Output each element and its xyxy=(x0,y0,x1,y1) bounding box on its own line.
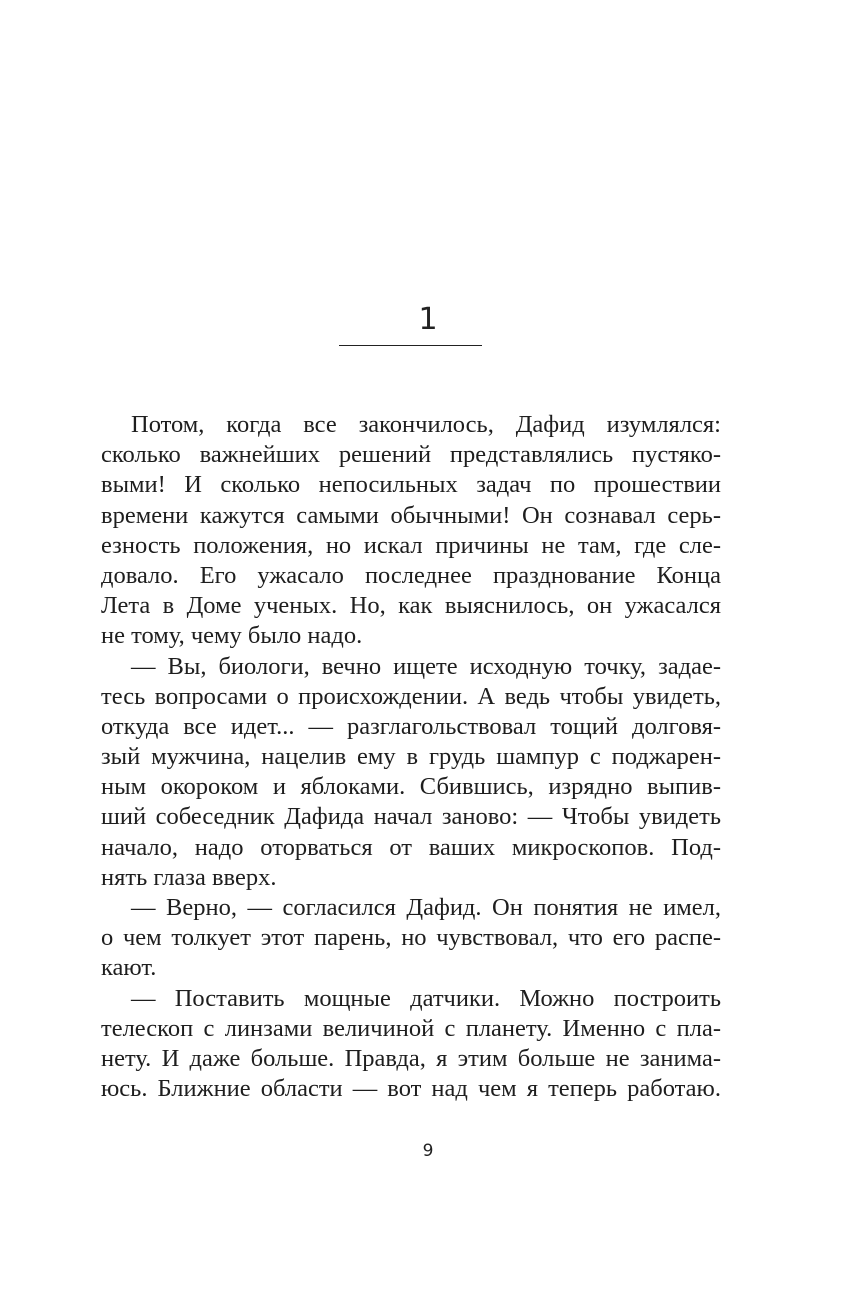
paragraph xyxy=(101,410,721,652)
paragraph xyxy=(101,652,721,894)
text-line: сколько важнейших решений представлялись пустяко- xyxy=(101,441,721,469)
text-line: езность положения, но искал причины не там, где сле- xyxy=(101,531,721,559)
text-line: нету. И даже больше. Правда, я этим больше не занима- xyxy=(101,1044,721,1072)
text-line: телескоп с линзами величиной с планету. Именно с пла- xyxy=(101,1014,721,1042)
paragraph xyxy=(101,984,721,1105)
text-line: — Поставить мощные датчики. Можно построить xyxy=(131,984,721,1012)
text-line: ший собеседник Дафида начал заново: — Чтобы увидеть xyxy=(101,803,721,831)
text-line: — Вы, биологи, вечно ищете исходную точку, задае- xyxy=(131,652,721,680)
text-line: кают. xyxy=(101,954,157,982)
paragraph xyxy=(101,893,721,984)
text-line: выми! И сколько непосильных задач по прошествии xyxy=(101,471,721,499)
body-text xyxy=(101,410,721,1104)
text-line: начало, надо оторваться от ваших микроскопов. Под- xyxy=(101,833,721,861)
text-line: зый мужчина, нацелив ему в грудь шампур с поджарен- xyxy=(101,743,721,771)
text-line: откуда все идет... — разглагольствовал тощий долговя- xyxy=(101,712,721,740)
text-line: ным окороком и яблоками. Сбившись, изрядно выпив- xyxy=(101,773,721,801)
text-line: не тому, чему было надо. xyxy=(101,622,363,650)
text-line: тесь вопросами о происхождении. А ведь чтобы увидеть, xyxy=(101,682,721,710)
text-line: довало. Его ужасало последнее празднование Конца xyxy=(101,561,721,589)
text-line: Потом, когда все закончилось, Дафид изумлялся: xyxy=(131,411,721,438)
text-line: о чем толкует этот парень, но чувствовал, что его распе- xyxy=(101,924,721,952)
text-line: нять глаза вверх. xyxy=(101,863,277,891)
text-line: Лета в Доме ученых. Но, как выяснилось, он ужасался xyxy=(101,592,721,620)
text-line: юсь. Ближние области — вот над чем я теперь работаю. xyxy=(101,1075,721,1103)
text-line: — Верно, — согласился Дафид. Он понятия не имел, xyxy=(131,894,721,921)
text-line: времени кажутся самыми обычными! Он сознавал серь- xyxy=(101,501,721,529)
chapter-divider xyxy=(339,345,482,346)
chapter-number: 1 xyxy=(418,302,438,337)
page-number: 9 xyxy=(422,1141,434,1161)
